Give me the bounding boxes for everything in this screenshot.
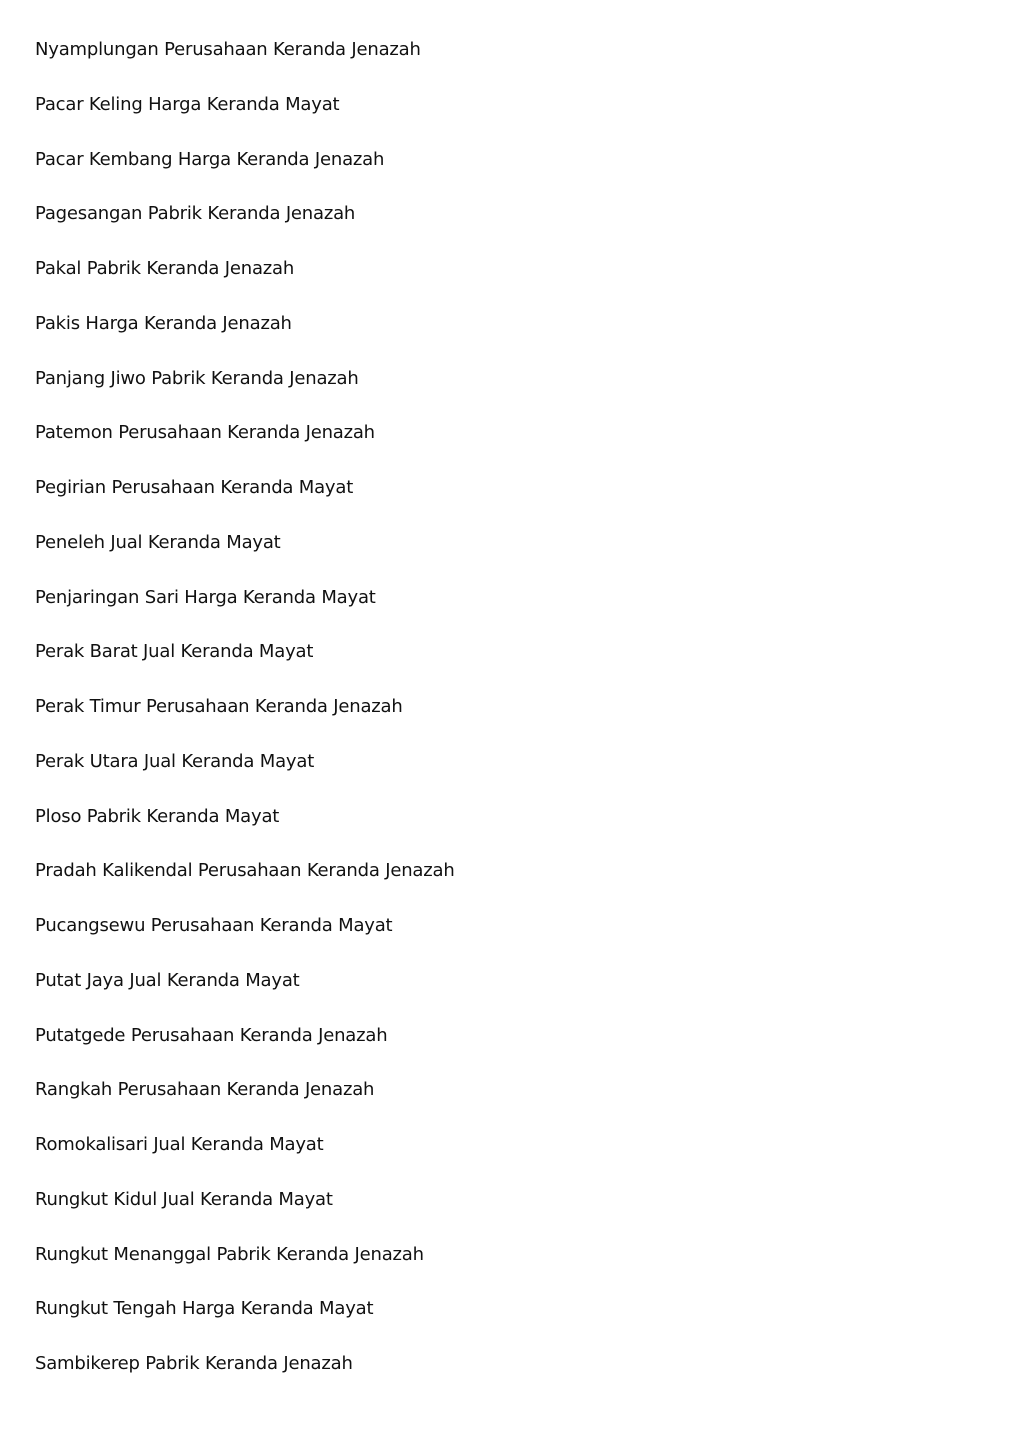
location-link[interactable]: Putat Jaya Jual Keranda Mayat <box>35 969 300 991</box>
list-item <box>35 584 455 639</box>
list-item <box>35 1295 455 1350</box>
list-item <box>35 693 455 748</box>
list-item <box>35 36 455 91</box>
list-item <box>35 857 455 912</box>
list-item <box>35 365 455 420</box>
list-item <box>35 255 455 310</box>
list-item <box>35 1241 455 1296</box>
location-link-list <box>35 36 455 1405</box>
location-link[interactable]: Rungkut Tengah Harga Keranda Mayat <box>35 1298 374 1320</box>
list-item <box>35 91 455 146</box>
list-item <box>35 146 455 201</box>
location-link[interactable]: Perak Barat Jual Keranda Mayat <box>35 641 314 663</box>
location-link[interactable]: Pacar Keling Harga Keranda Mayat <box>35 93 340 115</box>
list-item <box>35 803 455 858</box>
list-item <box>35 1076 455 1131</box>
location-link[interactable]: Panjang Jiwo Pabrik Keranda Jenazah <box>35 367 359 389</box>
location-link[interactable]: Rangkah Perusahaan Keranda Jenazah <box>35 1079 375 1101</box>
list-item <box>35 200 455 255</box>
location-link[interactable]: Patemon Perusahaan Keranda Jenazah <box>35 422 375 444</box>
location-link[interactable]: Putatgede Perusahaan Keranda Jenazah <box>35 1024 388 1046</box>
list-item <box>35 1131 455 1186</box>
list-item <box>35 1022 455 1077</box>
location-link[interactable]: Peneleh Jual Keranda Mayat <box>35 531 281 553</box>
location-link[interactable]: Nyamplungan Perusahaan Keranda Jenazah <box>35 39 421 60</box>
list-item <box>35 912 455 967</box>
list-item <box>35 1186 455 1241</box>
location-link[interactable]: Sambikerep Pabrik Keranda Jenazah <box>35 1353 353 1374</box>
list-item <box>35 967 455 1022</box>
location-link[interactable]: Pegirian Perusahaan Keranda Mayat <box>35 477 354 498</box>
list-item <box>35 529 455 584</box>
list-item <box>35 638 455 693</box>
location-link[interactable]: Pakal Pabrik Keranda Jenazah <box>35 258 295 279</box>
location-link[interactable]: Pucangsewu Perusahaan Keranda Mayat <box>35 915 393 936</box>
location-link[interactable]: Romokalisari Jual Keranda Mayat <box>35 1134 324 1155</box>
location-link[interactable]: Perak Timur Perusahaan Keranda Jenazah <box>35 696 403 717</box>
list-item <box>35 1350 455 1405</box>
location-link[interactable]: Pradah Kalikendal Perusahaan Keranda Jenazah <box>35 860 455 882</box>
list-item <box>35 474 455 529</box>
location-link[interactable]: Pagesangan Pabrik Keranda Jenazah <box>35 203 356 225</box>
location-link[interactable]: Pacar Kembang Harga Keranda Jenazah <box>35 148 385 170</box>
location-link[interactable]: Perak Utara Jual Keranda Mayat <box>35 750 315 772</box>
list-item <box>35 310 455 365</box>
location-link[interactable]: Rungkut Kidul Jual Keranda Mayat <box>35 1188 333 1210</box>
location-link[interactable]: Pakis Harga Keranda Jenazah <box>35 312 292 334</box>
list-item <box>35 419 455 474</box>
location-link[interactable]: Penjaringan Sari Harga Keranda Mayat <box>35 586 376 608</box>
location-link[interactable]: Ploso Pabrik Keranda Mayat <box>35 805 280 827</box>
location-link[interactable]: Rungkut Menanggal Pabrik Keranda Jenazah <box>35 1243 424 1265</box>
list-item <box>35 748 455 803</box>
